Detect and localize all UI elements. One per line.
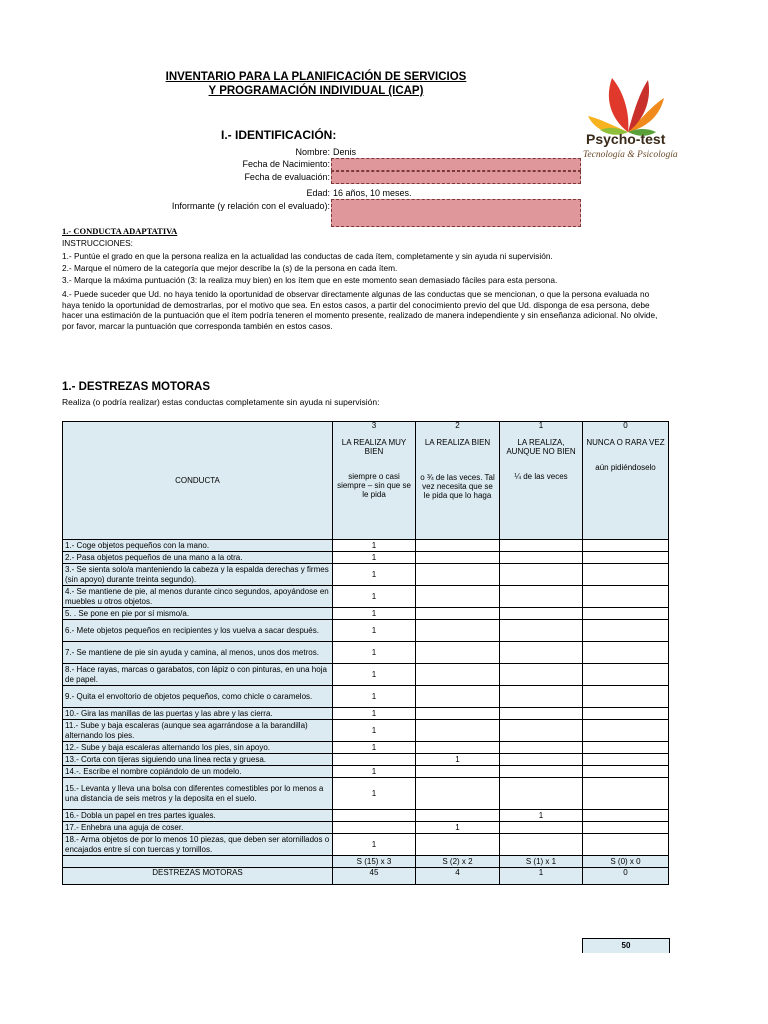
table-row [63,620,669,642]
score-cell[interactable] [500,822,583,834]
col-title-3: LA REALIZA MUY BIEN [341,438,407,456]
score-cell[interactable] [333,822,416,834]
score-cell[interactable]: 1 [333,708,416,720]
score-cell[interactable]: 1 [333,552,416,564]
row-label: 17.- Enhebra una aguja de coser. [63,822,333,834]
col-number-2: 2 [455,421,460,430]
score-cell[interactable] [416,564,500,586]
col-header-1 [500,422,583,540]
score-cell[interactable] [416,686,500,708]
score-cell[interactable] [416,586,500,608]
col-header-3 [333,422,416,540]
score-cell[interactable]: 1 [416,822,500,834]
score-cell[interactable] [583,564,669,586]
score-cell[interactable] [500,620,583,642]
nacimiento-field[interactable] [331,158,581,171]
formula-1: S (1) x 1 [500,856,583,868]
identificacion-heading: I.- IDENTIFICACIÓN: [221,128,337,142]
col-desc-0: aún pidiéndoselo [595,463,656,472]
total-1: 1 [500,868,583,885]
table-row [63,540,669,552]
score-cell[interactable] [500,754,583,766]
row-label: 18.- Arma objetos de por lo menos 10 piezas, que deben ser atornillados o encajados entre sí con tuercas y tornillos. [63,834,333,856]
score-cell[interactable] [416,834,500,856]
col-number-1: 1 [538,421,544,430]
nombre-value: Denis [333,147,357,157]
score-cell[interactable] [416,708,500,720]
score-cell[interactable]: 1 [333,742,416,754]
instrucciones-label: INSTRUCCIONES: [62,238,133,248]
score-cell[interactable] [583,708,669,720]
score-cell[interactable] [583,608,669,620]
col-header-2 [416,422,500,540]
row-label: 15.- Levanta y lleva una bolsa con diferentes comestibles por lo menos a una distancia de seis metros y la deposita en el suelo. [63,778,333,810]
score-cell[interactable] [500,720,583,742]
table-row [63,822,669,834]
score-cell[interactable] [500,540,583,552]
formula-3: S (15) x 3 [333,856,416,868]
form-title-line2: Y PROGRAMACIÓN INDIVIDUAL (ICAP) [208,85,424,97]
row-label: 7.- Se mantiene de pie sin ayuda y camina, al menos, unos dos metros. [63,642,333,664]
col-number-0: 0 [623,421,628,430]
destrezas-table [62,421,669,885]
score-cell[interactable] [416,620,500,642]
row-label: 3.- Se sienta solo/a manteniendo la cabeza y la espalda derechas y firmes (sin apoyo) durante treinta segundo). [63,564,333,586]
score-cell[interactable] [500,564,583,586]
formula-row [63,856,669,868]
grand-total: 50 [582,938,670,953]
row-label: 13.- Corta con tijeras siguiendo una línea recta y gruesa. [63,754,333,766]
instruccion-4: 4.- Puede suceder que Ud. no haya tenido la oportunidad de observar directamente algunas de las conductas que se mencionan, o que la persona evaluada no haya tenido la oportunidad de demostrarlas, por el motivo que sea. En estos casos, a partir del conocimiento previo del que Ud. disponga de esa persona, debe hacer una estimación de la puntuación que el ítem podría teneren el momento presente, realizado de manera independiente y sin enseñanza adicional. No olvide, por favor, marcar la puntuación que corresponda también en estos casos. [62,289,658,331]
score-cell[interactable]: 1 [333,766,416,778]
formula-0: S (0) x 0 [583,856,669,868]
score-cell[interactable] [416,540,500,552]
score-cell[interactable] [583,586,669,608]
score-cell[interactable] [583,620,669,642]
score-cell[interactable] [583,834,669,856]
score-cell[interactable] [583,822,669,834]
score-cell[interactable]: 1 [333,642,416,664]
row-label: 14.-. Escribe el nombre copiándolo de un modelo. [63,766,333,778]
total-row [63,868,669,885]
destrezas-subtitle: Realiza (o podría realizar) estas conductas completamente sin ayuda ni supervisión: [62,397,380,407]
score-cell[interactable]: 1 [333,586,416,608]
row-label: 11.- Sube y baja escaleras (aunque sea agarrándose a la barandilla) alternando los pies. [63,720,333,742]
col-desc-1: ¼ de las veces [514,472,568,481]
formula-2: S (2) x 2 [416,856,500,868]
score-cell[interactable]: 1 [333,686,416,708]
col-title-0: NUNCA O RARA VEZ [586,438,665,447]
score-cell[interactable] [583,540,669,552]
row-label: 8.- Hace rayas, marcas o garabatos, con lápiz o con pinturas, en una hoja de papel. [63,664,333,686]
instruccion-2: 2.- Marque el número de la categoría que mejor describe la (s) de la persona en cada ítem. [62,263,398,273]
col-desc-2: o ¾ de las veces. Tal vez necesita que se le pida que lo haga [420,473,495,500]
row-label: 5. . Se pone en pie por sí mismo/a. [63,608,333,620]
row-label: 2.- Pasa objetos pequeños de una mano a la otra. [63,552,333,564]
score-cell[interactable] [583,686,669,708]
col-title-2: LA REALIZA BIEN [424,438,491,447]
score-cell[interactable] [500,664,583,686]
table-row [63,664,669,686]
score-cell[interactable]: 1 [333,720,416,742]
score-cell[interactable] [500,834,583,856]
row-label: 16.- Dobla un papel en tres partes iguales. [63,810,333,822]
score-cell[interactable] [500,642,583,664]
score-cell[interactable] [500,552,583,564]
score-cell[interactable] [583,664,669,686]
table-row [63,586,669,608]
table-row [63,642,669,664]
score-cell[interactable]: 1 [333,620,416,642]
row-label: 9.- Quita el envoltorio de objetos pequeños, como chicle o caramelos. [63,686,333,708]
total-label: DESTREZAS MOTORAS [63,868,333,885]
score-cell[interactable] [416,778,500,810]
table-row [63,608,669,620]
table-row [63,742,669,754]
instruccion-3: 3.- Marque la máxima puntuación (3: la realiza muy bien) en los ítem que en este momento sean demasiado fáciles para esta persona. [62,275,558,285]
table-row [63,686,669,708]
score-cell[interactable] [583,754,669,766]
row-label: 12.- Sube y baja escaleras alternando los pies, sin apoyo. [63,742,333,754]
nombre-label: Nombre: [295,147,330,157]
score-cell[interactable] [416,766,500,778]
score-cell[interactable]: 1 [333,834,416,856]
total-3: 45 [333,868,416,885]
score-cell[interactable] [416,810,500,822]
col-title-1: LA REALIZA, AUNQUE NO BIEN [506,438,576,456]
conducta-adaptativa-heading: 1.- CONDUCTA ADAPTATIVA [62,226,178,236]
table-row [63,720,669,742]
form-title-line1: INVENTARIO PARA LA PLANIFICACIÓN DE SERVICIOS [165,71,467,83]
score-cell[interactable] [416,720,500,742]
score-cell[interactable] [500,766,583,778]
score-cell[interactable] [500,778,583,810]
instruccion-1: 1.- Puntúe el grado en que la persona realiza en la actualidad las conductas de cada ítem, completamente y sin ayuda ni supervisión. [62,251,553,261]
destrezas-heading: 1.- DESTREZAS MOTORAS [62,381,211,393]
col-number-3: 3 [371,421,377,430]
table-row [63,834,669,856]
score-cell[interactable] [500,608,583,620]
table-row [63,766,669,778]
score-cell[interactable] [333,810,416,822]
edad-value: 16 años, 10 meses. [333,188,412,198]
total-2: 4 [416,868,500,885]
score-cell[interactable] [583,766,669,778]
score-cell[interactable] [416,608,500,620]
table-row [63,552,669,564]
informante-field[interactable] [331,199,581,227]
row-label: 10.- Gira las manillas de las puertas y las abre y las cierra. [63,708,333,720]
score-cell[interactable] [333,754,416,766]
informante-label: Informante (y relación con el evaluado): [171,201,330,211]
table-row [63,778,669,810]
conducta-header: CONDUCTA [63,422,333,540]
table-row [63,810,669,822]
evaluacion-label: Fecha de evaluación: [244,172,330,182]
score-cell[interactable] [416,664,500,686]
score-cell[interactable] [416,742,500,754]
score-cell[interactable]: 1 [416,754,500,766]
row-label: 4.- Se mantiene de pie, al menos durante cinco segundos, apoyándose en muebles u otros objetos. [63,586,333,608]
edad-label: Edad: [306,188,330,198]
score-cell[interactable] [500,708,583,720]
score-cell[interactable] [583,778,669,810]
total-0: 0 [583,868,669,885]
score-cell[interactable] [583,642,669,664]
table-row [63,564,669,586]
score-cell[interactable]: 1 [333,564,416,586]
logo-name: Psycho-test [586,131,666,147]
logo-tagline: Tecnología & Psicología [583,150,678,160]
score-cell[interactable]: 1 [333,778,416,810]
score-cell[interactable] [583,742,669,754]
score-cell[interactable] [416,552,500,564]
score-cell[interactable] [583,552,669,564]
score-cell[interactable] [500,586,583,608]
table-row [63,708,669,720]
score-cell[interactable]: 1 [500,810,583,822]
score-cell[interactable] [500,742,583,754]
score-cell[interactable] [583,720,669,742]
evaluacion-field[interactable] [331,171,581,184]
score-cell[interactable] [583,810,669,822]
score-cell[interactable] [500,686,583,708]
nacimiento-label: Fecha de Nacimiento: [242,159,330,169]
row-label: 6.- Mete objetos pequeños en recipientes y los vuelva a sacar después. [63,620,333,642]
score-cell[interactable]: 1 [333,608,416,620]
score-cell[interactable]: 1 [333,540,416,552]
row-label: 1.- Coge objetos pequeños con la mano. [63,540,333,552]
col-desc-3: siempre o casi siempre – sin que se le pida [337,472,411,499]
col-header-0 [583,422,669,540]
score-cell[interactable] [416,642,500,664]
table-row [63,754,669,766]
score-cell[interactable]: 1 [333,664,416,686]
